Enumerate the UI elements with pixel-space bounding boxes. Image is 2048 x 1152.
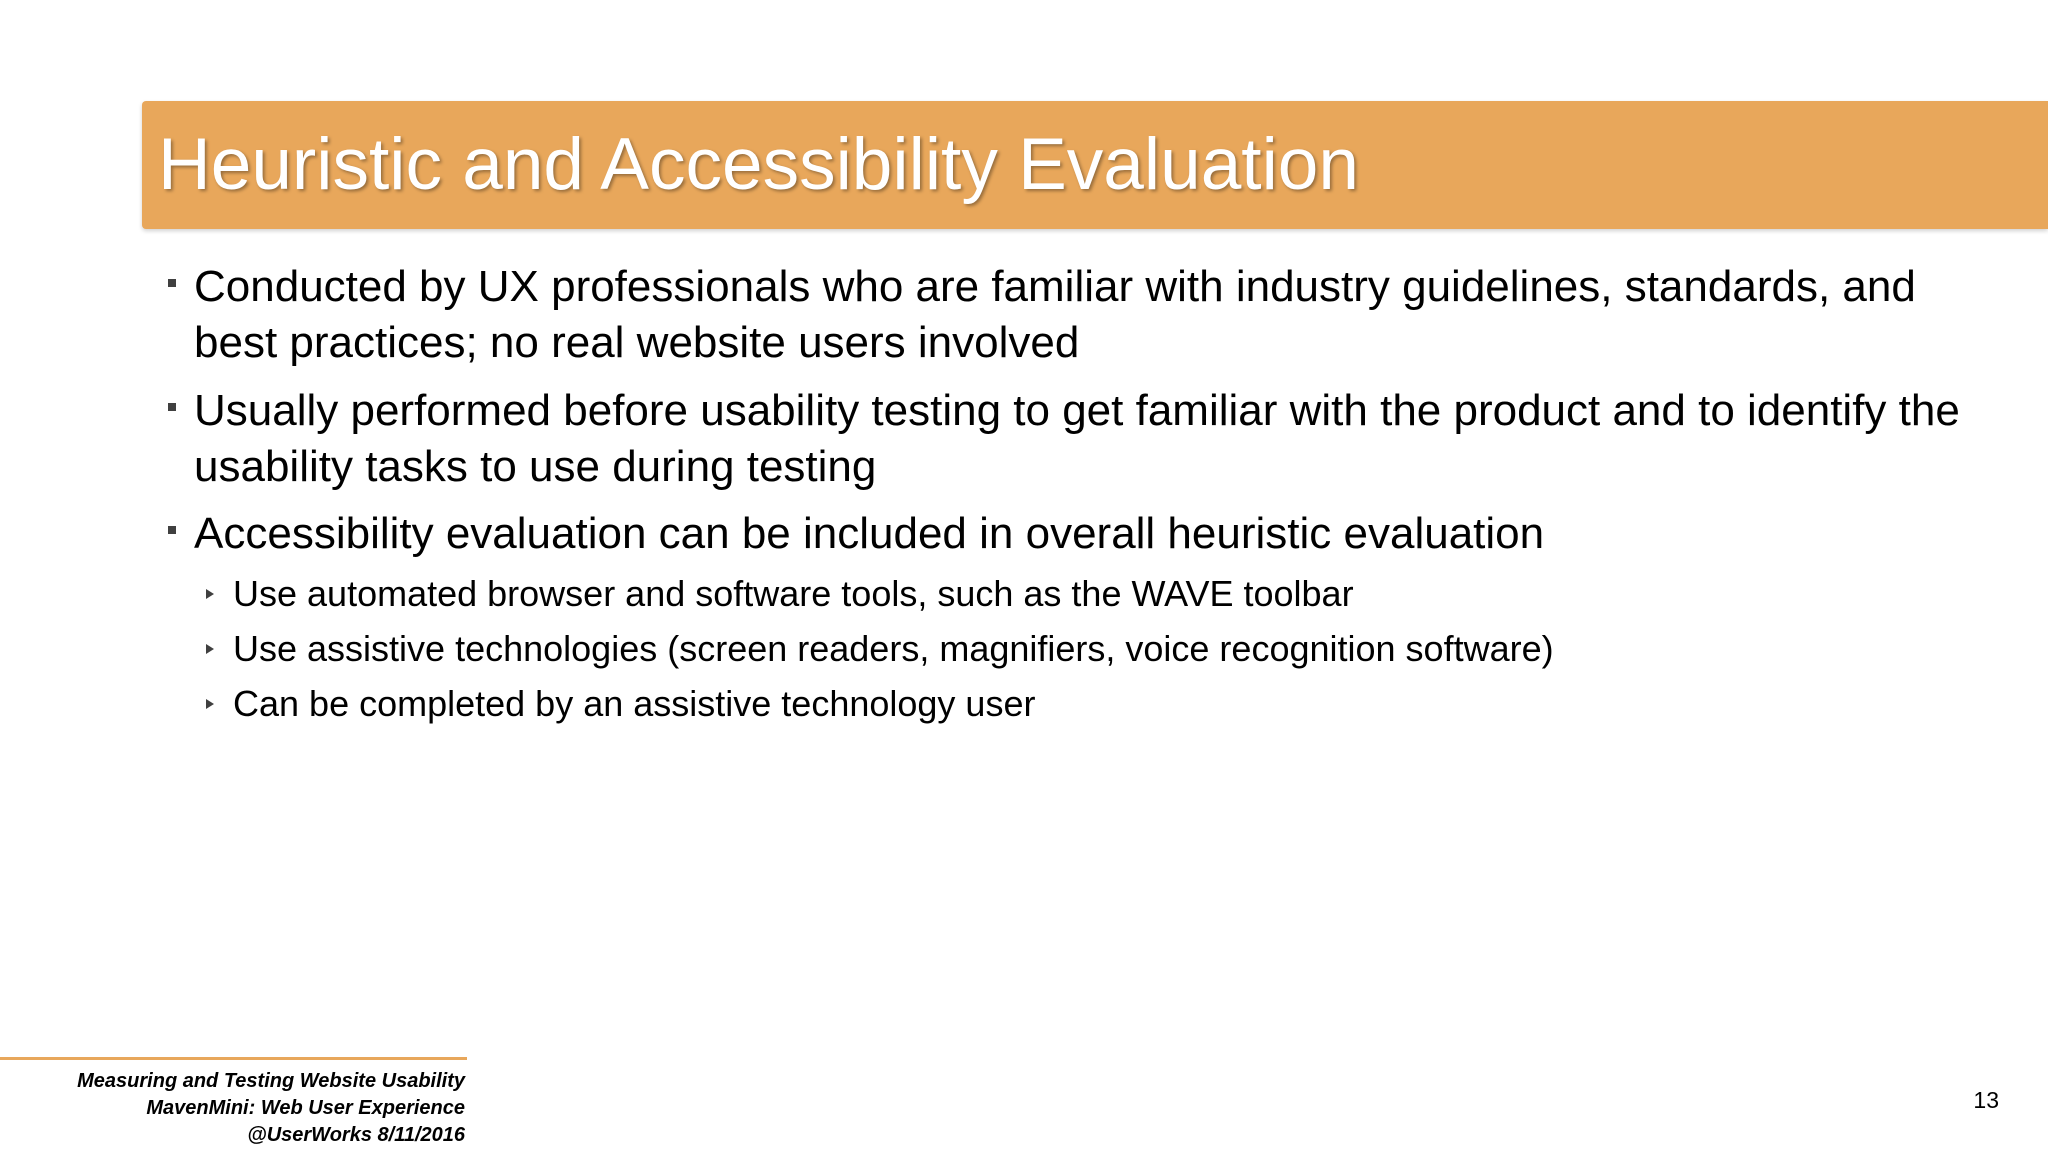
triangle-bullet-icon — [206, 699, 214, 709]
square-bullet-icon — [168, 526, 176, 534]
footer-line-series: MavenMini: Web User Experience — [146, 1097, 465, 1119]
footer-line-course: Measuring and Testing Website Usability — [77, 1070, 465, 1092]
bullet-item — [194, 506, 1974, 562]
bullet-item — [194, 383, 1974, 495]
sub-bullet-text: Use assistive technologies (screen readers, magnifiers, voice recognition software) — [233, 628, 1554, 669]
sub-bullet-item — [233, 572, 1933, 616]
triangle-bullet-icon — [206, 644, 214, 654]
bullet-text: Usually performed before usability testing to get familiar with the product and to identify the usability tasks to use during testing — [194, 386, 1960, 491]
square-bullet-icon — [168, 279, 176, 287]
slide-title: Heuristic and Accessibility Evaluation — [158, 124, 1360, 205]
sub-bullet-text: Use automated browser and software tools, such as the WAVE toolbar — [233, 573, 1354, 614]
footer-divider — [0, 1057, 467, 1060]
bullet-text: Conducted by UX professionals who are familiar with industry guidelines, standards, and best practices; no real website users involved — [194, 262, 1916, 367]
sub-bullet-item — [233, 627, 1933, 671]
triangle-bullet-icon — [206, 589, 214, 599]
sub-bullet-text: Can be completed by an assistive technology user — [233, 683, 1036, 724]
footer-line-author-date: @UserWorks 8/11/2016 — [247, 1124, 465, 1146]
sub-bullet-item — [233, 682, 1933, 726]
footer-credits — [77, 1068, 465, 1149]
page-number: 13 — [1973, 1087, 1999, 1113]
square-bullet-icon — [168, 403, 176, 411]
bullet-text: Accessibility evaluation can be included in overall heuristic evaluation — [194, 509, 1545, 558]
bullet-item — [194, 259, 1974, 371]
